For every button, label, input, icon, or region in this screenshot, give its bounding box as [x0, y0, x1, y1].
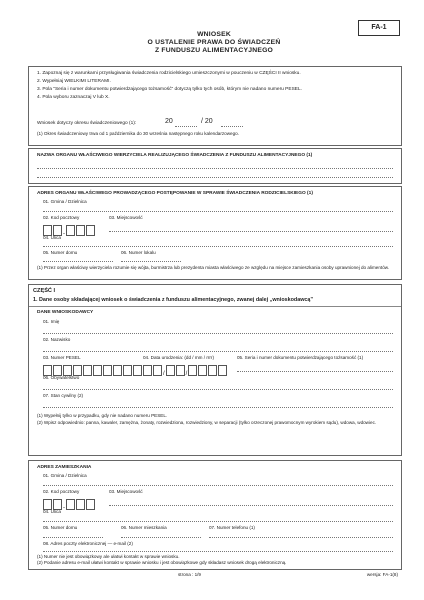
citizenship-field[interactable]	[43, 389, 393, 390]
organ-name-field-2[interactable]	[37, 177, 393, 178]
form-page	[28, 20, 400, 580]
first-name-field[interactable]	[43, 333, 393, 334]
organ-street-label: 04. Ulica	[43, 235, 61, 240]
title-line-3: Z FUNDUSZU ALIMENTACYJNEGO	[154, 47, 274, 54]
organ-city-label: 03. Miejscowość	[109, 215, 143, 220]
part1-footnote-1: (1) Wypełnij tylko w przypadku, gdy nie nadano numeru PESEL.	[37, 413, 168, 418]
period-label: Wniosek dotyczy okresu świadczeniowego (1):	[37, 121, 137, 126]
id-document-label: 05. Seria i numer dokumentu potwierdzającego tożsamość (1)	[237, 355, 364, 360]
marital-status-field[interactable]	[43, 407, 393, 408]
organ-gmina-label: 01. Gmina / Dzielnica	[43, 199, 87, 204]
form-code: FA-1	[358, 20, 400, 36]
organ-city-field[interactable]	[109, 231, 393, 232]
residence-city-field[interactable]	[109, 505, 393, 506]
applicant-data-label: DANE WNIOSKODAWCY	[37, 310, 94, 315]
pesel-label: 03. Numer PESEL	[43, 355, 81, 360]
email-label: 08. Adres poczty elektronicznej — e-mail (2)	[43, 541, 133, 546]
phone-label: 07. Numer telefonu (1)	[209, 525, 255, 530]
instruction-item: 4. Pola wyboru zaznaczaj V lub X.	[37, 95, 110, 100]
residence-street-field[interactable]	[43, 521, 393, 522]
form-version: wersja: FA-1(8)	[366, 572, 398, 577]
residence-house-number-label: 05. Numer domu	[43, 525, 78, 530]
residence-flat-number-field[interactable]	[121, 537, 201, 538]
organ-postcode-field[interactable]: -	[43, 222, 96, 240]
instruction-item: 2. Wypełniaj WIELKIMI LITERAMI.	[37, 79, 111, 84]
first-name-label: 01. Imię	[43, 319, 60, 324]
residence-gmina-label: 01. Gmina / Dzielnica	[43, 473, 87, 478]
last-name-field[interactable]	[43, 351, 393, 352]
residence-city-label: 03. Miejscowość	[109, 489, 143, 494]
instructions-list	[37, 71, 393, 101]
title-line-2: O USTALENIE PRAWA DO ŚWIADCZEŃ	[147, 39, 281, 46]
organ-address-footnote: (1) Przez organ właściwy wierzyciela rozumie się wójta, burmistrza lub prezydenta miasta właściwego ze względu na miejsce zamieszkania osoby uprawnionej do alimentów.	[37, 265, 390, 270]
residence-street-label: 04. Ulica	[43, 509, 61, 514]
residence-flat-number-label: 06. Numer mieszkania	[121, 525, 167, 530]
page-number: strona : 1/9	[178, 572, 201, 577]
part1-subheading: 1. Dane osoby składającej wniosek o świadczenia z funduszu alimentacyjnego, zwanej dalej „wnioskodawcą”	[33, 297, 314, 303]
organ-name-field-1[interactable]	[37, 168, 393, 169]
period-footnote: (1) Okres świadczeniowy trwa od 1 października do 30 września następnego roku kalendarzowego.	[37, 131, 239, 136]
residence-footnote-2: (2) Podanie adresu e-mail ułatwi kontakt w sprawie wniosku i jest obowiązkowe gdy składasz wniosek drogą elektroniczną.	[37, 560, 287, 565]
organ-name-label: NAZWA ORGANU WŁAŚCIWEGO WIERZYCIELA REALIZUJĄCEGO ŚWIADCZENIA Z FUNDUSZU ALIMENTACYJNEGO (1)	[37, 153, 313, 158]
organ-postcode-label: 02. Kod pocztowy	[43, 215, 80, 220]
birth-date-field[interactable]: / /	[143, 362, 228, 380]
organ-name-box	[28, 148, 402, 184]
organ-house-number-label: 05. Numer domu	[43, 250, 78, 255]
instruction-item: 3. Pola "Seria i numer dokumentu potwierdzającego tożsamość" dotyczą tylko tych osób, którym nie nadano numeru PESEL.	[37, 87, 302, 92]
organ-flat-number-label: 06. Numer lokalu	[121, 250, 156, 255]
period-year-prefix: 20	[165, 118, 173, 125]
part1-box	[28, 284, 402, 456]
marital-status-label: 07. Stan cywilny (2)	[43, 393, 84, 398]
residence-postcode-field[interactable]: -	[43, 496, 96, 514]
residence-box	[28, 460, 402, 570]
divider	[29, 306, 401, 307]
last-name-label: 02. Nazwisko	[43, 337, 71, 342]
residence-house-number-field[interactable]	[43, 537, 103, 538]
residence-label: ADRES ZAMIESZKANIA	[37, 465, 92, 470]
part1-heading: CZĘŚĆ I	[33, 288, 56, 294]
residence-footnote-1: (1) Numer nie jest obowiązkowy ale ułatwi kontakt w sprawie wniosku.	[37, 554, 180, 559]
birth-date-label: 04. Data urodzenia: (dd / mm / rrrr)	[143, 355, 214, 360]
email-field[interactable]	[43, 551, 393, 552]
period-separator: / 20	[201, 118, 213, 125]
organ-house-number-field[interactable]	[43, 261, 113, 262]
organ-gmina-field[interactable]	[43, 211, 393, 212]
form-title	[28, 31, 400, 55]
organ-street-field[interactable]	[43, 246, 393, 247]
instructions-box	[28, 66, 402, 146]
residence-gmina-field[interactable]	[43, 485, 393, 486]
instruction-item: 1. Zapoznaj się z warunkami przysługiwania świadczenia rodzicielskiego umieszczonymi w pouczeniu w CZĘŚCI II wniosku.	[37, 71, 301, 76]
period-year-start-field[interactable]	[175, 126, 197, 127]
title-line-1: WNIOSEK	[197, 31, 231, 38]
id-document-field[interactable]	[237, 371, 393, 372]
organ-address-box	[28, 186, 402, 280]
residence-postcode-label: 02. Kod pocztowy	[43, 489, 80, 494]
part1-footnote-2: (2) Wpisz odpowiednio: panna, kawaler, zamężna, żonaty, rozwiedziona, rozwiedziony, w separacji (tylko orzeczonej prawomocnym wyrokiem sądu), wdowa, wdowiec.	[37, 420, 377, 425]
organ-flat-number-field[interactable]	[121, 261, 181, 262]
phone-field[interactable]	[209, 537, 393, 538]
period-year-end-field[interactable]	[221, 126, 243, 127]
organ-address-label: ADRES ORGANU WŁAŚCIWEGO PROWADZĄCEGO POSTĘPOWANIE W SPRAWIE ŚWIADCZENIA RODZICIELSKIEGO (1)	[37, 191, 313, 196]
citizenship-label: 06. Obywatelstwo	[43, 375, 80, 380]
